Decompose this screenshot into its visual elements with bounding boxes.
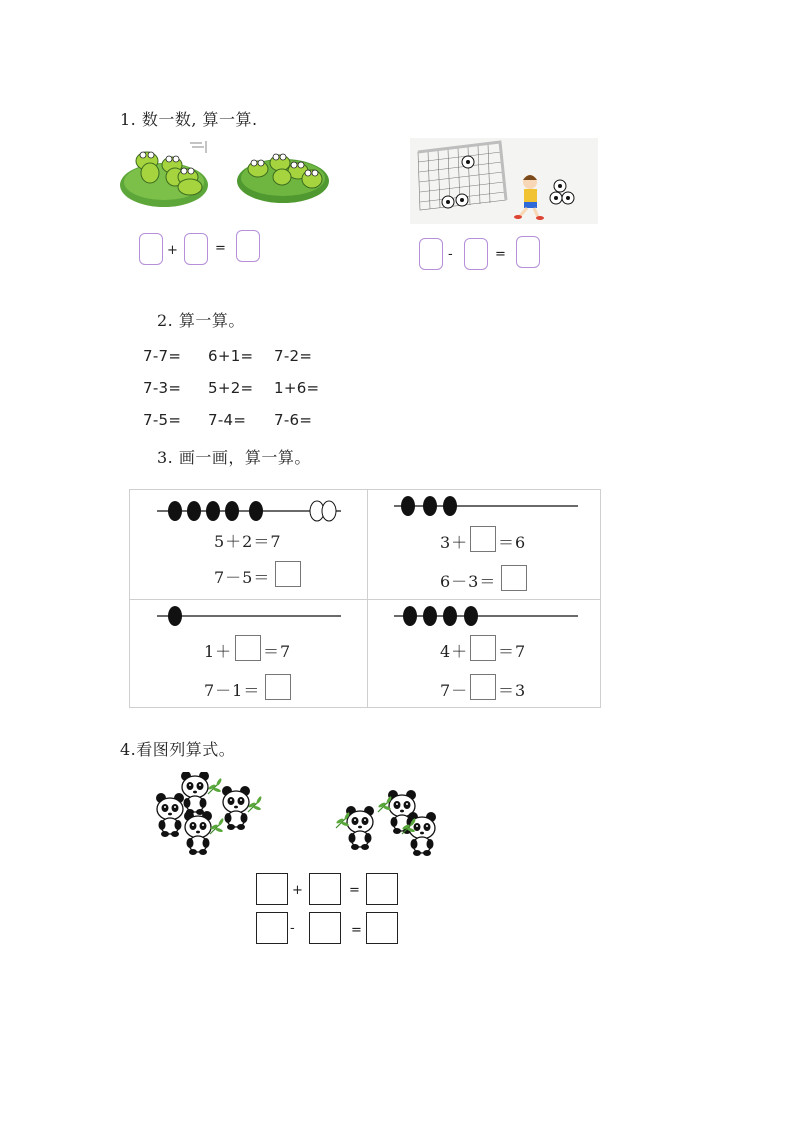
bead-answer-box[interactable] [275, 561, 301, 587]
bead-answer-box[interactable] [265, 674, 291, 700]
bead-equation: 1＋ [204, 642, 233, 661]
equals-sign: = [351, 923, 362, 938]
frogs-answer-box-2[interactable] [184, 233, 208, 265]
panda-answer-box-3[interactable] [366, 873, 398, 905]
bead-answer-box[interactable] [235, 635, 261, 661]
bead-string-2 [392, 494, 582, 518]
panda-answer-box-2[interactable] [309, 873, 341, 905]
plus-sign: + [167, 243, 178, 258]
soccer-answer-box-2[interactable] [464, 238, 488, 270]
equals-sign: = [495, 247, 506, 262]
bead-equation: ＝3 [498, 681, 527, 700]
calc-item: 7-6= [274, 411, 313, 429]
soccer-answer-box-3[interactable] [516, 236, 540, 268]
plus-sign: + [292, 883, 303, 898]
calc-item: 6+1= [208, 347, 254, 365]
bead-equation: 5＋2＝7 [214, 532, 282, 551]
section1-heading: 1. 数一数, 算一算. [120, 110, 258, 129]
calc-item: 5+2= [208, 379, 254, 397]
calc-item: 7-5= [143, 411, 182, 429]
bead-answer-box[interactable] [501, 565, 527, 591]
pandas-illustration [148, 772, 448, 858]
panda-answer-box-1[interactable] [256, 873, 288, 905]
minus-sign: - [448, 247, 453, 262]
panda-answer-box-5[interactable] [309, 912, 341, 944]
bead-equation: 7－ [440, 681, 469, 700]
frogs-answer-box-1[interactable] [139, 233, 163, 265]
bead-string-1 [155, 500, 345, 522]
frogs-illustration [120, 135, 335, 213]
calc-item: 7-2= [274, 347, 313, 365]
frogs-answer-box-3[interactable] [236, 230, 260, 262]
bead-equation: ＝7 [263, 642, 292, 661]
minus-sign: - [290, 921, 295, 936]
section3-heading: 3. 画一画，算一算。 [157, 448, 311, 467]
calc-item: 7-7= [143, 347, 182, 365]
bead-equation: ＝6 [498, 533, 527, 552]
bead-equation: 6－3＝ [440, 572, 497, 591]
bead-equation: 3＋ [440, 533, 469, 552]
grid-divider-horizontal [130, 599, 600, 600]
equals-sign: = [349, 883, 360, 898]
calc-item: 1+6= [274, 379, 320, 397]
bead-string-3 [155, 604, 345, 628]
calc-item: 7-4= [208, 411, 247, 429]
bead-answer-box[interactable] [470, 674, 496, 700]
bead-string-4 [392, 604, 582, 628]
bead-answer-box[interactable] [470, 635, 496, 661]
equals-sign: = [215, 241, 226, 256]
bead-equation: 7－1＝ [204, 681, 261, 700]
calc-item: 7-3= [143, 379, 182, 397]
bead-equation: 4＋ [440, 642, 469, 661]
section4-heading: 4.看图列算式。 [120, 740, 236, 759]
panda-answer-box-6[interactable] [366, 912, 398, 944]
bead-equation: ＝7 [498, 642, 527, 661]
bead-answer-box[interactable] [470, 526, 496, 552]
bead-equation: 7－5＝ [214, 568, 271, 587]
soccer-answer-box-1[interactable] [419, 238, 443, 270]
section2-heading: 2. 算一算。 [157, 311, 245, 330]
soccer-illustration [410, 138, 598, 224]
panda-answer-box-4[interactable] [256, 912, 288, 944]
bead-grid [129, 489, 601, 708]
